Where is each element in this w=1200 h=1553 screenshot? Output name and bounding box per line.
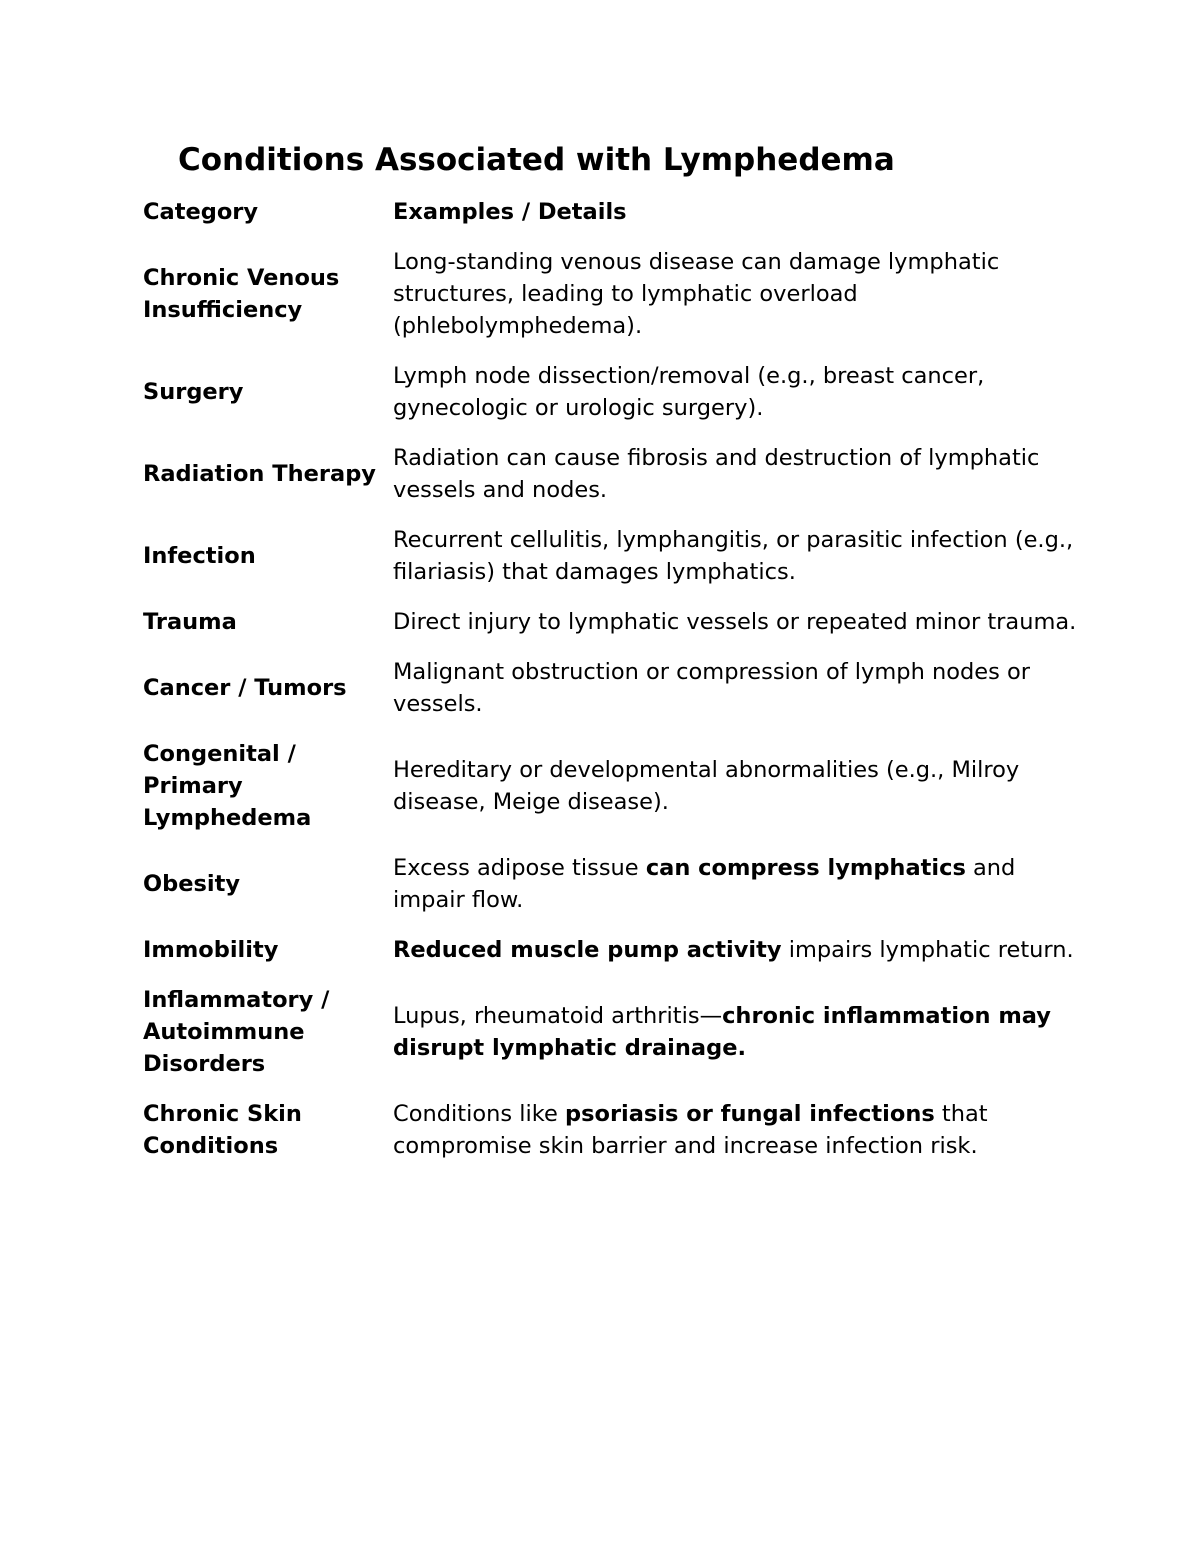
- category-line: Obesity: [143, 871, 241, 897]
- details-text: Hereditary or developmental abnormalities (e.g., Milroy disease, Meige disease).: [393, 757, 1020, 815]
- details-emphasis: Reduced muscle pump activity: [393, 937, 782, 963]
- row-category-cell: [143, 524, 393, 606]
- details-emphasis: chronic inflammation may disrupt lymphatic drainage.: [393, 1003, 1051, 1061]
- table-row: [143, 1098, 1093, 1180]
- row-category-cell: [143, 442, 393, 524]
- details-text: Conditions like: [393, 1101, 565, 1127]
- table-row: [143, 360, 1093, 442]
- category-line: Lymphedema: [143, 805, 312, 831]
- table-header: [143, 196, 1093, 246]
- row-details-cell: [393, 606, 1093, 656]
- category-line: Trauma: [143, 609, 237, 635]
- category-line: Insufficiency: [143, 297, 303, 323]
- details-text: that compromise skin barrier and increase infection risk.: [393, 1101, 988, 1159]
- category-line: Congenital /: [143, 741, 296, 767]
- header-row: [143, 196, 1093, 246]
- row-category-cell: [143, 656, 393, 738]
- table-row: [143, 852, 1093, 934]
- row-category-cell: [143, 984, 393, 1098]
- details-text: Radiation can cause fibrosis and destruction of lymphatic vessels and nodes.: [393, 445, 1040, 503]
- details-text: Malignant obstruction or compression of lymph nodes or vessels.: [393, 659, 1031, 717]
- category-line: Inflammatory /: [143, 987, 330, 1013]
- details-text: Lupus, rheumatoid arthritis—: [393, 1003, 723, 1029]
- table-row: [143, 246, 1093, 360]
- row-category-cell: [143, 934, 393, 984]
- details-text: Direct injury to lymphatic vessels or repeated minor trauma.: [393, 609, 1077, 635]
- category-line: Disorders: [143, 1051, 266, 1077]
- row-category-cell: [143, 246, 393, 360]
- details-text: Long-standing venous disease can damage lymphatic structures, leading to lymphatic overload (phlebolymphedema).: [393, 249, 1000, 339]
- category-line: Surgery: [143, 379, 244, 405]
- category-line: Conditions: [143, 1133, 279, 1159]
- row-category-cell: [143, 606, 393, 656]
- category-line: Cancer / Tumors: [143, 675, 347, 701]
- row-details-cell: [393, 246, 1093, 360]
- column-header-details: Examples / Details: [393, 199, 627, 225]
- row-details-cell: [393, 524, 1093, 606]
- conditions-table: [143, 196, 1093, 1180]
- details-emphasis: psoriasis or fungal infections: [564, 1101, 935, 1127]
- category-line: Immobility: [143, 937, 279, 963]
- category-line: Chronic Venous: [143, 265, 340, 291]
- category-line: Infection: [143, 543, 256, 569]
- row-category-cell: [143, 360, 393, 442]
- row-details-cell: [393, 1098, 1093, 1180]
- details-text: impairs lymphatic return.: [781, 937, 1074, 963]
- row-category-cell: [143, 1098, 393, 1180]
- page-title: Conditions Associated with Lymphedema: [178, 142, 895, 178]
- details-text: Excess adipose tissue: [393, 855, 646, 881]
- row-details-cell: [393, 656, 1093, 738]
- table-row: [143, 442, 1093, 524]
- category-line: Chronic Skin: [143, 1101, 302, 1127]
- row-details-cell: [393, 360, 1093, 442]
- table-row: [143, 934, 1093, 984]
- table-row: [143, 984, 1093, 1098]
- table-body: [143, 246, 1093, 1180]
- category-line: Primary: [143, 773, 243, 799]
- row-details-cell: [393, 984, 1093, 1098]
- row-category-cell: [143, 738, 393, 852]
- row-details-cell: [393, 738, 1093, 852]
- category-line: Radiation Therapy: [143, 461, 376, 487]
- category-line: Autoimmune: [143, 1019, 305, 1045]
- details-text: Recurrent cellulitis, lymphangitis, or parasitic infection (e.g., filariasis) that damages lymphatics.: [393, 527, 1074, 585]
- column-header-category: Category: [143, 199, 259, 225]
- table-row: [143, 738, 1093, 852]
- row-details-cell: [393, 852, 1093, 934]
- row-category-cell: [143, 852, 393, 934]
- table-row: [143, 606, 1093, 656]
- row-details-cell: [393, 934, 1093, 984]
- table-row: [143, 524, 1093, 606]
- row-details-cell: [393, 442, 1093, 524]
- table-row: [143, 656, 1093, 738]
- details-text: Lymph node dissection/removal (e.g., breast cancer, gynecologic or urologic surgery).: [393, 363, 985, 421]
- details-emphasis: can compress lymphatics: [645, 855, 966, 881]
- details-text: and impair flow.: [393, 855, 1016, 913]
